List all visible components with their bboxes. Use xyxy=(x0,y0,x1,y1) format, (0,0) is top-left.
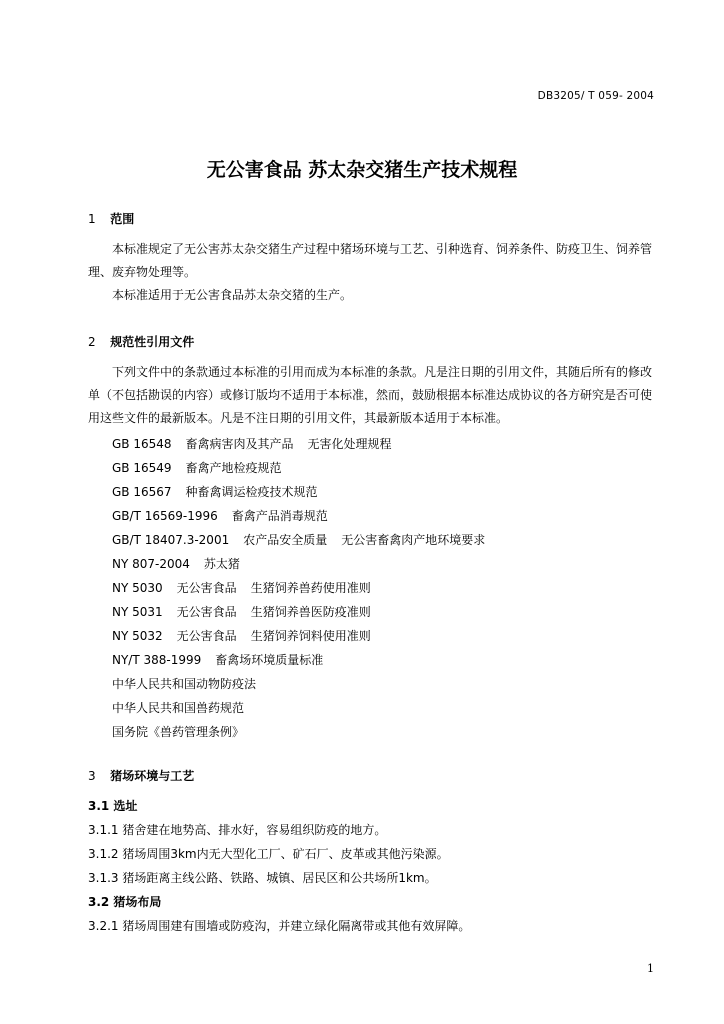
reference-title: 畜禽病害肉及其产品 xyxy=(185,437,294,451)
reference-code: GB/T 18407.3-2001 xyxy=(112,533,230,547)
section-title: 规范性引用文件 xyxy=(110,335,195,349)
section-2-heading xyxy=(88,333,194,350)
reference-title: 农产品安全质量 xyxy=(243,533,328,547)
reference-title: 畜禽产品消毒规范 xyxy=(231,509,328,523)
reference-code: NY/T 388-1999 xyxy=(112,653,202,667)
reference-code: NY 5032 xyxy=(112,629,163,643)
subsection-3-1-heading: 3.1 选址 xyxy=(88,799,138,813)
page-title: 无公害食品 苏太杂交猪生产技术规程 xyxy=(206,159,518,181)
reference-law: 国务院《兽药管理条例》 xyxy=(112,725,245,739)
section-title: 范围 xyxy=(110,212,135,226)
subsection-3-2-heading: 3.2 猪场布局 xyxy=(88,895,162,909)
reference-title: 苏太猪 xyxy=(203,557,240,571)
page-number: 1 xyxy=(647,962,654,975)
clause-3-1-2: 3.1.2 猪场周围3km内无大型化工厂、矿石厂、皮革或其他污染源。 xyxy=(88,847,449,861)
section-2-intro: 下列文件中的条款通过本标准的引用而成为本标准的条款。凡是注日期的引用文件，其随后所有的修改单（不包括勘误的内容）或修订版均不适用于本标准，然而，鼓励根据本标准达成协议的各方研究是否可使用这些文件的最新版本。凡是不注日期的引用文件，其最新版本适用于本标准。 xyxy=(88,365,653,425)
section-number: 2 xyxy=(88,335,96,349)
section-number: 3 xyxy=(88,769,96,783)
reference-item xyxy=(112,579,371,596)
clause-3-2-1: 3.2.1 猪场周围建有围墙或防疫沟，并建立绿化隔离带或其他有效屏障。 xyxy=(88,919,471,933)
reference-item xyxy=(112,651,337,668)
document-code: DB3205/ T 059- 2004 xyxy=(537,90,654,102)
reference-code: GB 16567 xyxy=(112,485,172,499)
reference-code: NY 5030 xyxy=(112,581,163,595)
reference-subtitle: 无公害畜禽肉产地环境要求 xyxy=(341,533,486,547)
reference-title: 畜禽场环境质量标准 xyxy=(215,653,324,667)
reference-item xyxy=(112,555,254,572)
reference-item xyxy=(112,435,392,452)
reference-item xyxy=(112,507,342,524)
reference-title: 无公害食品 xyxy=(176,629,237,643)
reference-item xyxy=(112,603,371,620)
reference-item xyxy=(112,531,485,548)
reference-subtitle: 生猪饲养兽医防疫准则 xyxy=(250,605,371,619)
reference-item xyxy=(112,459,296,476)
reference-code: GB/T 16569-1996 xyxy=(112,509,218,523)
reference-subtitle: 无害化处理规程 xyxy=(307,437,392,451)
section-1-paragraph-1: 本标准规定了无公害苏太杂交猪生产过程中猪场环境与工艺、引种选育、饲养条件、防疫卫生、饲养管理、废弃物处理等。 xyxy=(88,242,653,279)
section-1-heading xyxy=(88,210,134,227)
clause-3-1-1: 3.1.1 猪舍建在地势高、排水好，容易组织防疫的地方。 xyxy=(88,823,387,837)
reference-title: 种畜禽调运检疫技术规范 xyxy=(185,485,318,499)
reference-law: 中华人民共和国动物防疫法 xyxy=(112,677,257,691)
reference-item xyxy=(112,627,371,644)
reference-title: 畜禽产地检疫规范 xyxy=(185,461,282,475)
reference-title: 无公害食品 xyxy=(176,605,237,619)
reference-law: 中华人民共和国兽药规范 xyxy=(112,701,245,715)
reference-item xyxy=(112,483,332,500)
reference-subtitle: 生猪饲养饲料使用准则 xyxy=(250,629,371,643)
section-1-paragraph-2: 本标准适用于无公害食品苏太杂交猪的生产。 xyxy=(112,288,353,302)
reference-code: NY 807-2004 xyxy=(112,557,190,571)
section-number: 1 xyxy=(88,212,96,226)
section-title: 猪场环境与工艺 xyxy=(110,769,195,783)
reference-subtitle: 生猪饲养兽药使用准则 xyxy=(250,581,371,595)
section-3-heading xyxy=(88,767,194,784)
clause-3-1-3: 3.1.3 猪场距离主线公路、铁路、城镇、居民区和公共场所1km。 xyxy=(88,871,437,885)
reference-code: GB 16549 xyxy=(112,461,172,475)
reference-code: GB 16548 xyxy=(112,437,172,451)
reference-title: 无公害食品 xyxy=(176,581,237,595)
reference-code: NY 5031 xyxy=(112,605,163,619)
